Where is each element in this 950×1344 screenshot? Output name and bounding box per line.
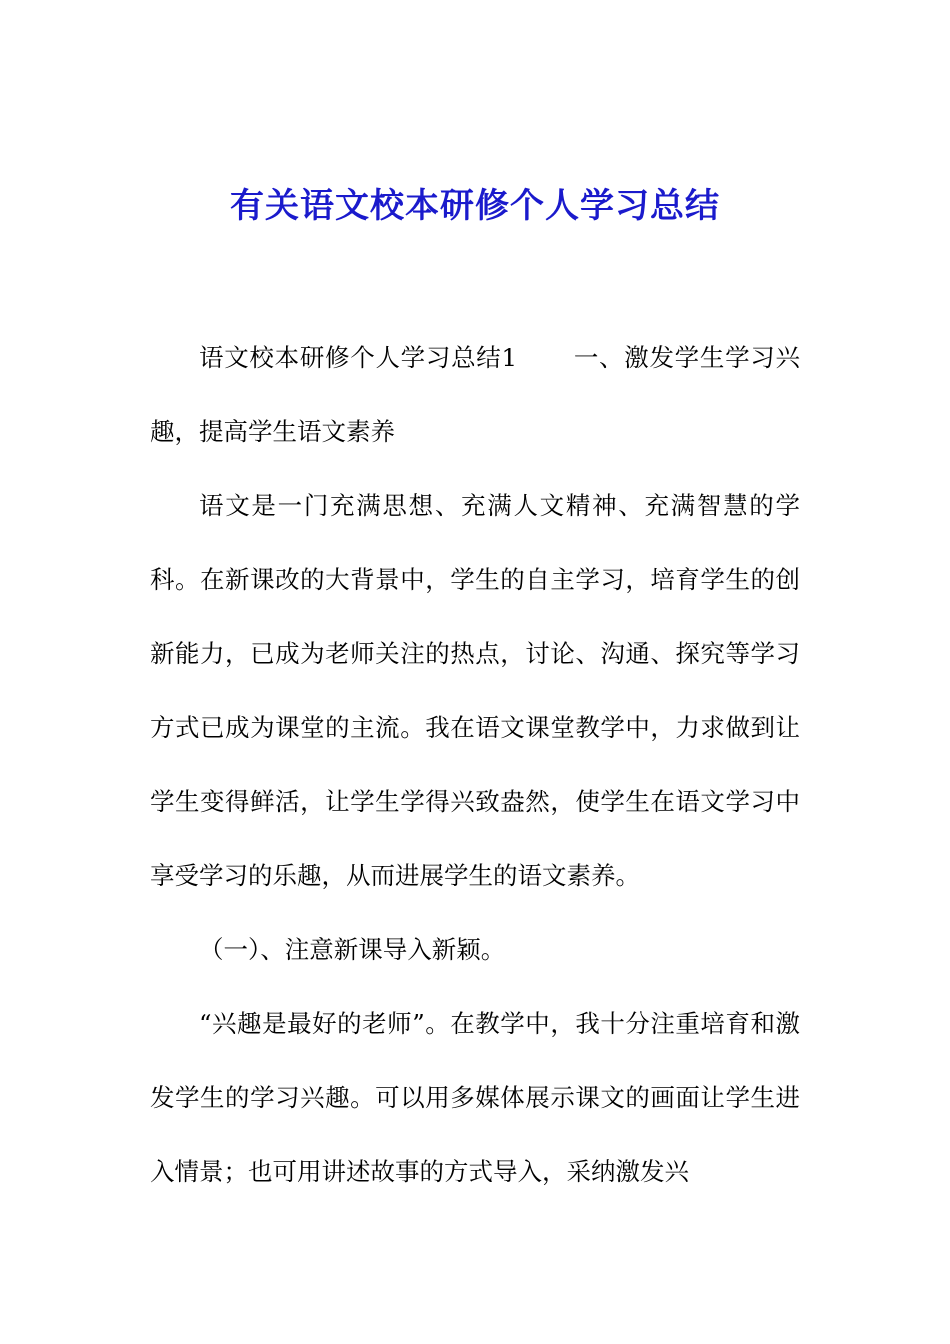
paragraph-2: 语文是一门充满思想、充满人文精神、充满智慧的学科。在新课改的大背景中，学生的自主学习，培育学生的创新能力，已成为老师关注的热点，讨论、沟通、探究等学习方式已成为课堂的主流。我在语文课堂教学中，力求做到让学生变得鲜活，让学生学得兴致盎然，使学生在语文学习中享受学习的乐趣，从而进展学生的语文素养。 [150,491,800,890]
section-heading: 语文校本研修个人学习总结1 [199,343,518,372]
document-body [150,321,800,1209]
subsection-heading: 一、激发学生学习兴趣，提高学生语文素养 [150,343,800,446]
paragraph-1 [150,321,800,469]
document-title: 有关语文校本研修个人学习总结 [230,186,720,226]
paragraph-4: “兴趣是最好的老师”。在教学中，我十分注重培育和激发学生的学习兴趣。可以用多媒体展示课文的画面让学生进入情景；也可用讲述故事的方式导入，采纳激发兴 [150,1009,800,1186]
paragraph-3: （一）、注意新课导入新颖。 [199,935,506,964]
